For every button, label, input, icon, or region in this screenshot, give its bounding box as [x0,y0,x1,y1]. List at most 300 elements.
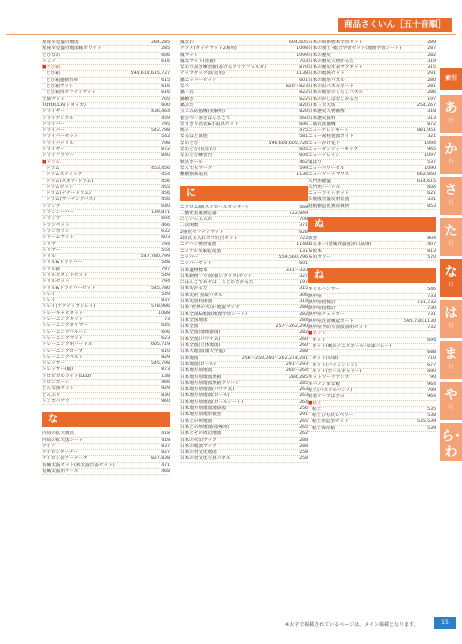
entry-name: 日本地方別地図地掛図 [180,406,226,412]
entry-name: 日本地方別地図 [180,368,213,374]
entry-name: ドライヤー [42,109,65,115]
entry-name: 粘土(パステルバンノ) [308,387,353,393]
entry-pages: 610 [161,348,170,354]
entry-name: ドライフラワー [42,153,74,159]
entry-pages: 286 [427,90,436,96]
entry-name: トランペット [42,222,70,228]
kana-tab-suffix: 行 [448,282,454,288]
entry-name: 粘土用造型セット [312,419,349,425]
entry-pages: 545,780 [151,285,170,291]
entry-pages: 418 [161,437,170,443]
entry-name: トランシーバー [42,210,74,216]
entry-pages: 798 [161,140,170,146]
entry-name: 熱中症指標計 [308,306,336,312]
entry-name: 日本とその周辺地図 [180,431,222,437]
entry-pages: 287 [427,46,436,52]
kana-tab-label: さ [444,183,458,198]
entry-name: 日本地方別地図黒板 [180,374,222,380]
kana-tab-suffix: 行 [448,159,454,165]
kana-tab[interactable] [440,341,462,379]
index-column-3 [308,40,436,432]
entry-name: 2段式玉入れカゴ紅白セット [180,236,239,242]
entry-pages: 306 [299,292,308,298]
entry-name: 日本の地形のくらしパズル [308,90,364,96]
entry-name: 日本の地図マップ [180,443,217,449]
kana-tab-suffix: 行 [448,462,454,468]
entry-pages: 542,798 [151,128,170,134]
entry-name: なわり書き練習板(書けるクリアフォルダ) [180,65,266,71]
kana-tab-sidebar [440,68,462,468]
entry-name: ニューパワーセル [308,165,345,171]
index-entry [180,456,308,462]
entry-name: ニッパー [180,254,199,260]
entry-name: ドライバーセット [42,134,79,140]
entry-pages: 454 [161,172,170,178]
entry-pages: 285 [161,46,170,52]
entry-pages: 601 [299,77,308,83]
entry-pages: 549 [161,272,170,278]
entry-pages: 288 [299,437,308,443]
entry-name: 入門用ハードル [308,184,341,190]
entry-name: 日本地方別地図黒板グリーン [180,380,240,386]
entry-name: トレイ(アクティブトレイ) [42,304,96,310]
entry-pages: 371 [299,223,308,229]
entry-name: 日本との州地図(指導用) [180,424,230,430]
entry-name: トンボバケツ [42,398,70,404]
entry-name: 入門用鍵盤 [308,178,331,184]
entry-pages: 820 [299,102,308,108]
entry-name: トレーキャビネット [42,310,84,316]
entry-name: 日本地方別地形模型 [180,412,222,418]
entry-name: なわとび [180,140,199,146]
entry-pages: 837 [161,298,170,304]
kana-tab-label: あ [444,101,458,116]
entry-pages: 285 [299,380,308,386]
entry-pages: 537 [427,159,436,165]
kana-tab[interactable] [440,95,462,133]
entry-pages: 280 [427,77,436,83]
entry-pages: 615 [161,77,170,83]
entry-name: 日本の領土･総合学習セット(地理学習シート) [308,46,402,52]
entry-pages: 542 [161,134,170,140]
entry-pages: 710 [427,356,436,362]
entry-name: 鍋一式 [180,90,194,96]
entry-pages [168,65,170,70]
entry-pages: 560 [299,115,308,121]
section-header: ぬ [308,217,436,232]
section-header: ね [308,268,436,283]
entry-pages: 870 [299,65,308,71]
entry-pages: 549 [161,291,170,297]
entry-name: 日本の食文化写真パネル [180,456,231,462]
kana-tab-label: た [444,224,458,239]
entry-name: トレーニングベルト [42,354,84,360]
entry-pages: 291 [427,71,436,77]
entry-name: 日本遺物標本 [180,267,208,273]
entry-name: 粘着テープはさみ [308,394,345,400]
entry-pages: 822 [299,96,308,102]
entry-name: ニクロム線(ステロールカッター) [180,204,248,210]
entry-pages: 456 [161,178,170,184]
entry-pages: 621 [427,191,436,197]
kana-tab-suffix: 行 [448,364,454,370]
entry-pages: 548 [161,260,170,266]
entry-name: 日本のかしはなしかるた [308,96,359,102]
index-column-2 [180,40,308,463]
entry-pages: 314 [299,298,308,304]
page-title: 商品さくいん［五十音順］ [338,18,452,32]
entry-name: ドリル&ドライバーセット [42,285,96,291]
section-header: な [42,412,170,427]
entry-pages: 797 [161,266,170,272]
entry-name: 日本地図 [180,355,199,361]
entry-pages: 282 [427,52,436,58]
entry-pages: 829 [161,354,170,360]
entry-pages: 471 [161,462,170,468]
entry-pages: 599 [299,165,308,171]
entry-pages: 837 [161,443,170,449]
entry-name: 日本の地形パズル [308,77,345,83]
entry-pages: 258 [299,456,308,462]
entry-pages: 466 [161,222,170,228]
entry-name: ネバノンまな板 [308,381,340,387]
entry-name: 二層式洗濯機 [308,121,336,127]
entry-name: にじいろ玉入れ [180,217,213,223]
entry-pages: 606 [299,121,308,127]
kana-tab-suffix: 行 [448,200,454,206]
entry-pages: 554 [161,247,170,253]
entry-name: トレーニングマット [42,335,84,341]
entry-name: ドリルスタンドセット [42,272,88,278]
entry-name: トレイ [42,291,56,297]
entry-name: 日本地方別地図(パウチ式) [180,387,235,393]
entry-pages: 628 [299,229,308,235]
entry-name: とび箱マット [46,84,74,90]
kana-tab[interactable] [440,300,462,338]
entry-pages: 256 [299,406,308,412]
entry-pages: 640 [161,203,170,209]
entry-name: トライアングル [42,115,74,121]
entry-name: ドラムセット [46,184,74,190]
entry-name: 日本歴史資料 [308,115,336,121]
entry-pages: 595,730,1130 [403,318,436,324]
entry-pages: 315 [427,65,436,71]
entry-pages: 605,719 [151,342,170,348]
kana-tab[interactable] [440,382,462,420]
entry-name: 日本全図(地理掛図) [180,330,221,336]
entry-name: 鳳なわ [180,40,194,45]
kana-tab[interactable] [440,259,462,297]
entry-pages: 282 [299,311,308,317]
entry-pages: 614,615 [417,178,436,184]
entry-pages: 820～823 [285,84,308,90]
entry-pages: 475 [299,128,308,134]
kana-tab[interactable] [440,423,462,468]
kana-tab-label: か [444,142,458,157]
entry-pages: 288 [299,349,308,355]
entry-pages: 284,285 [289,374,308,380]
entry-pages: 794 [161,241,170,247]
entry-pages: 1098 [296,46,308,52]
entry-name: 庭植樹造化教育教材 [308,203,350,209]
entry-pages: 960 [161,398,170,404]
entry-pages: 539 [427,425,436,431]
entry-name: ■とび箱 [42,65,61,71]
entry-pages: 964 [427,381,436,387]
entry-name: ■粘土 [308,400,322,406]
entry-name: ドミノ [42,58,56,64]
entry-name: 日本動物一寸羽(板レプリカ)セット [180,273,253,279]
entry-name: ナップザック(防災用) [180,71,225,77]
entry-name: 熱中症指数計 [308,299,336,305]
entry-name: ネット(バドミントン) [312,362,357,368]
entry-pages: 73 [164,317,170,323]
entry-name: ドライバドリル [42,140,74,146]
entry-pages: 820 [299,109,308,115]
entry-pages: 456 [161,197,170,203]
entry-name: 内角の拡大教具 [42,431,75,437]
entry-pages: 623 [161,335,170,341]
entry-pages: 291 [299,412,308,418]
entry-pages: 262 [299,431,308,437]
entry-pages: 594,614,615,727 [130,71,170,77]
entry-name: 布絵本 [308,248,322,254]
entry-pages: 547,780,799 [140,254,170,260]
entry-name [308,350,316,355]
entry-name: ニューかけ花下 [308,140,341,146]
entry-name: 日本大地図(頭大学盤) [180,349,225,355]
entry-pages: 881,951 [417,128,436,134]
entry-pages: 705 [161,96,170,102]
entry-pages: 616 [161,84,170,90]
entry-pages: 604,605 [289,40,308,45]
entry-name: 日本地図(ロール) [180,361,216,367]
entry-name: 玉こみ防風機(実験用) [180,109,225,115]
entry-name: ■ドラム [42,159,61,165]
entry-name: 熱中症注意喚起ボード [308,318,354,324]
entry-name: 日本全国&地図(地理学習シート) [180,311,247,317]
entry-pages: 462 [299,159,308,165]
kana-tab-label: な [444,265,458,280]
entry-pages: 731,732 [417,299,436,305]
entry-pages: 813 [427,248,436,254]
entry-pages: 1088 [158,310,170,316]
sidebar-head: 索引 [440,68,462,90]
index-entry [42,469,170,475]
entry-name: ネット [312,337,326,343]
entry-pages: 284,285 [151,40,170,45]
entry-name: 鬼ばり [308,159,322,165]
entry-name: ぬるまー(金属食器洗浄口試剤) [308,242,372,248]
entry-name: 日本史的 鳥取パネル [180,292,223,298]
entry-name: トレーニング用ハードル [42,342,93,348]
entry-name: 日本の地域セット [308,71,345,77]
entry-pages: 139,871 [151,210,170,216]
entry-pages: 722,849 [289,210,308,216]
entry-name: ドライバー [42,121,65,127]
entry-pages: 265 [299,424,308,430]
entry-name: どんぶり [42,392,61,398]
kana-tab[interactable] [440,218,462,256]
entry-pages: 722 [299,236,308,242]
entry-pages: 256～259,260～262,274,291 [241,355,308,361]
entry-name: ドラム [46,165,60,171]
entry-name: 日本の火山マップ [180,437,217,443]
entry-name: ニューワードマウス [308,172,350,178]
entry-name: 内角の拡大図シート [42,437,84,443]
kana-tab-suffix: 行 [448,323,454,329]
entry-name: 熱中症 [308,293,322,299]
entry-name: ナイロンターナー [42,450,79,456]
entry-name: なわとび練習台 [180,153,213,159]
entry-name: ドライバー [42,128,65,134]
entry-pages: 282 [299,330,308,336]
entry-name: 粘土ひも状レベラー [312,413,354,419]
entry-pages: 257～262,290 [275,324,308,330]
entry-name: トロピカルライト(LED) [42,373,92,379]
entry-name: トリマ [42,241,56,247]
index-entry [308,426,436,432]
entry-pages: 284 [299,317,308,323]
entry-name: 日本の歴史人物かるた [308,58,354,64]
kana-tab-suffix: 行 [448,118,454,124]
entry-pages: 197 [427,96,436,102]
entry-pages: 600 [161,102,170,108]
entry-name: なわとび(長なわ) [180,147,216,153]
entry-pages: 694 [427,337,436,343]
entry-pages: 331 [427,197,436,203]
entry-name: なりきり衣装&小道具セット [180,121,239,127]
entry-name: 2重化セフティマット [180,229,224,235]
entry-name: 日本の時系標本学習セット [308,40,364,45]
entry-name: ネット(卓球) [312,356,339,362]
entry-pages: 289 [427,40,436,45]
entry-pages: 581 [299,134,308,140]
entry-name: ナイフ [42,443,56,449]
entry-pages: 730 [427,306,436,312]
entry-name: トランプ [42,216,61,222]
entry-pages: 604 [161,216,170,222]
entry-pages [168,160,170,165]
entry-pages: 315 [299,286,308,292]
index-column-1 [42,40,170,475]
entry-pages: 264 [299,399,308,405]
entry-name: なるほど貴族 [180,134,208,140]
entry-name: ニューテレイン [308,153,340,159]
entry-name: トレーニングローブ [42,348,84,354]
entry-pages: 535 [427,406,436,412]
entry-name: とびなわ [42,52,61,58]
entry-pages: 319 [427,58,436,64]
entry-pages: 260 [299,343,308,349]
entry-pages: 873 [161,367,170,373]
entry-pages: 254,267 [417,102,436,108]
entry-pages: 606 [161,52,170,58]
entry-pages: 872 [427,121,436,127]
entry-pages: 570 [427,254,436,260]
entry-pages: 578,986 [151,304,170,310]
entry-pages: 604 [427,184,436,190]
entry-name: 鳴子 [180,128,190,134]
kana-tab-suffix: 行 [448,241,454,247]
entry-name: にほんごであそぼ ことわざかるた [180,280,254,286]
entry-name: 日本全国地図 [180,317,208,323]
entry-pages: 1097 [424,153,436,159]
entry-pages: 795 [161,121,170,127]
entry-name: トランプ [42,203,61,209]
entry-name: 日本の旧パズルボード [308,84,354,90]
entry-name: ニュー両柱製図ガイド [308,134,354,140]
entry-pages: 827,838 [151,456,170,462]
entry-pages: 964 [427,394,436,400]
entry-pages: 321 [427,134,436,140]
entry-name: 鍋ニッパーセット [180,77,217,83]
entry-name: ニチバン携帯電池 [180,242,217,248]
entry-pages: 331～333 [285,267,308,273]
entry-pages: 468 [161,469,170,474]
entry-pages: 327 [299,273,308,279]
entry-pages: 616 [161,58,170,64]
entry-pages: 804 [427,236,436,242]
entry-name: 並びつ一条きはんびごて [180,115,231,121]
entry-pages [434,401,436,406]
entry-name: 日本歴史人物画像 [308,109,345,115]
entry-pages: 731 [427,312,436,318]
entry-name: トレッサー(幅) [42,367,74,373]
kana-tab-label: ま [444,347,458,362]
kana-tab-label: は [444,306,458,321]
entry-name: ネットワークアンプ [308,375,350,381]
entry-name: トリマー [42,247,61,253]
entry-name: ル液液音盤反射装置 [308,197,350,203]
entry-name: ドリームマット [42,235,74,241]
entry-pages: 456 [161,191,170,197]
entry-name: 難燃割茶道具 [180,172,208,178]
entry-name: とび箱運動台車 [46,77,79,83]
entry-pages: 538 [427,413,436,419]
entry-name: ■ネット [308,331,327,337]
entry-pages: 605 [299,147,308,153]
entry-pages: 840 [161,153,170,159]
entry-pages: 662,660 [417,172,436,178]
entry-pages: 677 [427,362,436,368]
entry-pages: 313 [427,115,436,121]
entry-pages: 822 [299,90,308,96]
kana-tab[interactable] [440,136,462,174]
entry-pages: 794 [161,279,170,285]
entry-pages: 318 [427,109,436,115]
entry-pages: 1148 [296,242,308,248]
entry-name: 二酸化炭素測定器 [180,210,217,216]
entry-name: 日本全図(立体地図) [180,343,221,349]
entry-pages: 455 [161,184,170,190]
entry-name: ニッケル水素乾電池 [180,248,221,254]
entry-pages: 827 [161,450,170,456]
entry-name: 日本史かるた [180,286,208,292]
kana-tab[interactable] [440,177,462,215]
entry-name: ニッパーセット [180,261,212,267]
entry-pages [434,331,436,336]
entry-pages: 546 [427,287,436,293]
entry-pages: 1138 [296,71,308,77]
entry-pages: 690 [427,369,436,375]
entry-name: 星座早見盤付地図帳ホワイト [42,46,102,52]
entry-name: ネット(ボールキャリー) [312,369,362,375]
entry-name: 日本の歴史年表マグネット [308,65,364,71]
entry-pages [434,344,436,349]
entry-pages: 601 [299,261,308,267]
entry-pages: 929 [161,386,170,392]
